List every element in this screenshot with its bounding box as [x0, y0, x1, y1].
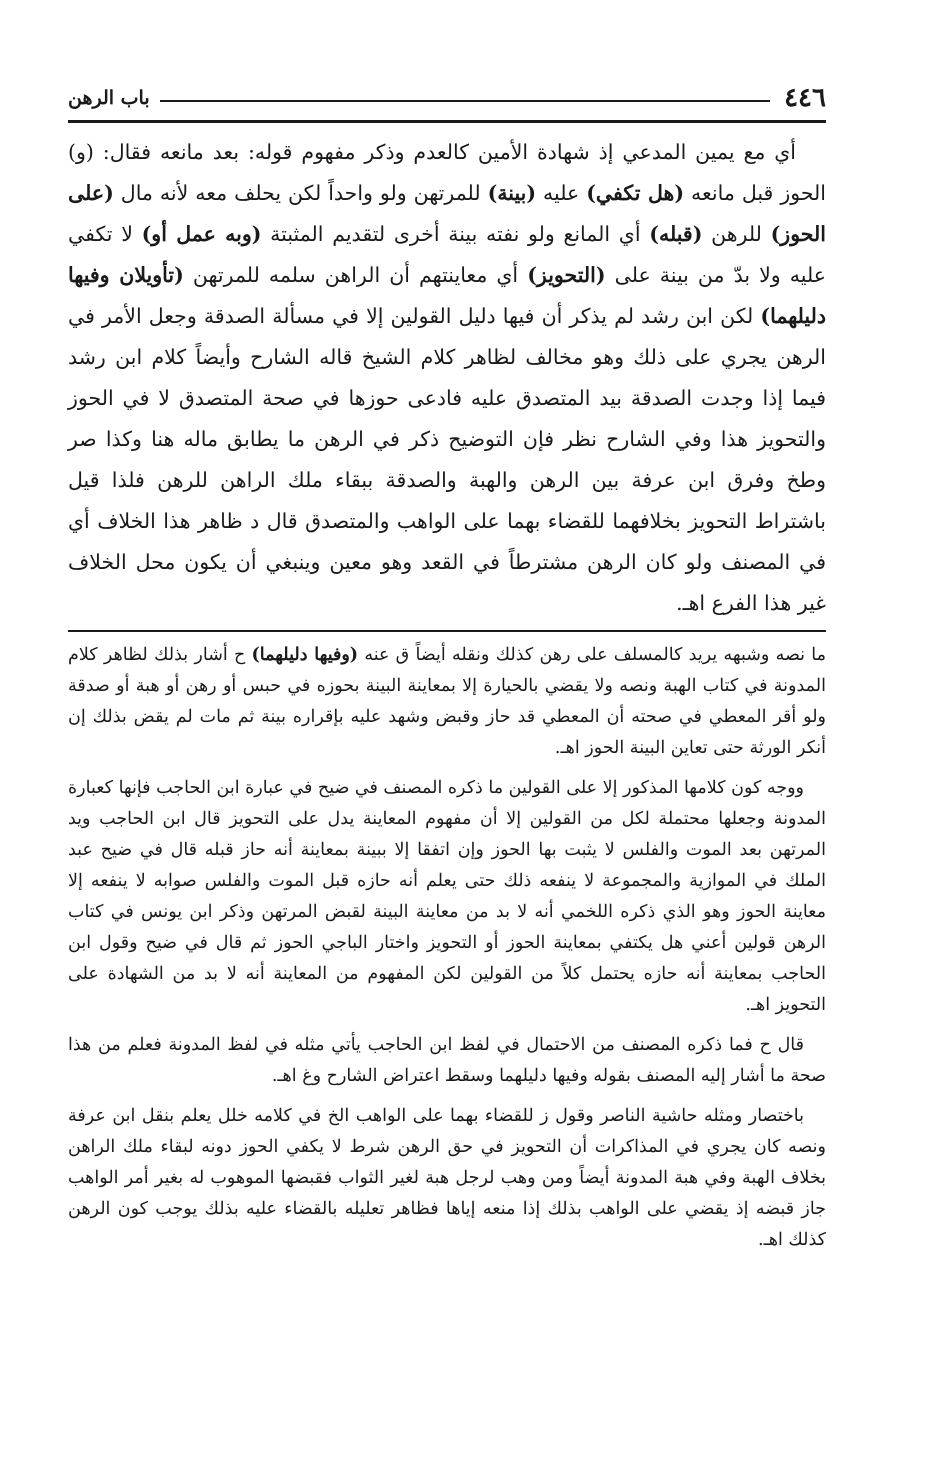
text-run: للرهن: [702, 222, 771, 246]
page-header: [68, 80, 826, 124]
text-run: ما نصه وشبهه يريد كالمسلف على رهن كذلك ونقله أيضاً ق عنه: [358, 645, 826, 665]
text-run: أي مع يمين المدعي إذ شهادة الأمين كالعدم وذكر مفهوم قوله: بعد مانعه فقال: (و) الحوز قبل مانعه: [68, 140, 826, 205]
footnotes: [68, 640, 826, 1265]
bold-term: (وفيها دليلهما): [251, 645, 359, 665]
running-title: باب الرهن: [68, 87, 150, 109]
text-run: لا تكفي عليه ولا بدّ من بينة على: [68, 222, 826, 287]
bold-term: (قبله): [649, 222, 703, 246]
bold-term: (التحويز): [527, 263, 606, 287]
bold-term: (وبه عمل أو): [141, 222, 262, 246]
main-paragraph: [68, 132, 826, 624]
text-run: ح أشار بذلك لظاهر كلام المدونة في كتاب الهبة ونصه ولا يقضي بالحيارة إلا بمعاينة البينة بحوزه في حبس أو رهن أو هبة أو صدقة ولو أقر المعطي في صحته أن المعطي قد حاز وقبض وشهد عليه بإقراره بينة ثم مات لم يقض بذلك إن أنكر الورثة حتى تعاين البينة الحوز اهـ.: [68, 645, 826, 758]
text-run: أي معاينتهم أن الراهن سلمه للمرتهن: [183, 263, 528, 287]
text-run: عليه: [536, 181, 587, 205]
footnote-separator: [68, 630, 826, 632]
main-text: [68, 132, 826, 624]
footnote-paragraph: باختصار ومثله حاشية الناصر وقول ز للقضاء بهما على الواهب الخ في كلامه خلل يعلم بنقل ابن عرفة ونصه كان يجري في المذاكرات أن التحويز في حق الرهن شرط لا يكفي الحوز دونه لبقاء ملك الراهن بخلاف الهبة وفي هبة المدونة أيضاً ومن وهب لرجل هبة لغير الثواب فقبضها الموهوب له بغير أمر الواهب جاز قبضه إذ يقضي على الواهب بذلك إذا منعه إياها فظاهر تعليله بالقضاء عليه بذلك يوجب كون الرهن كذلك اهـ.: [68, 1106, 826, 1250]
text-run: أي المانع ولو نفته بينة أخرى لتقديم المثبتة: [261, 222, 650, 246]
footnote-paragraph: قال ح فما ذكره المصنف من الاحتمال في لفظ ابن الحاجب يأتي مثله في لفظ المدونة فعلم من هذا صحة ما أشار إليه المصنف بقوله وفيها دليلهما وسقط اعتراض الشارح وغ اهـ.: [68, 1035, 826, 1086]
footnote-paragraph: ووجه كون كلامها المذكور إلا على القولين ما ذكره المصنف في ضيح في عبارة ابن الحاجب فإنها كعبارة المدونة وجعلها محتملة لكل من القولين إلا أن مفهوم المعاينة يدل على التحويز قال ابن الحاجب ويد المرتهن بعد الموت والفلس لا يثبت بها الحوز وإن اتفقا إلا ببينة بمعاينة أنه حاز قبله قال في ضيح عبد الملك في الموازية والمجموعة لا ينفعه ذلك حتى يعلم أنه حازه قبل الموت والفلس صوابه لا ينفعه إلا معاينة الحوز وهو الذي ذكره اللخمي أنه لا بد من معاينة البينة لقبض المرتهن وذكر ابن يونس في كتاب الرهن قولين أعني هل يكتفي بمعاينة الحوز أو التحويز واختار الباجي الحوز ثم قال في ضيح وقول ابن الحاجب بمعاينة أنه حازه يحتمل كلاً من القولين لكن المفهوم من المعاينة أنه لا بد من الشهادة على التحويز اهـ.: [68, 778, 826, 1015]
page-number: ٤٤٦: [784, 83, 826, 113]
header-rule: [68, 120, 826, 123]
bold-term: (هل تكفي): [586, 181, 685, 205]
text-run: لكن ابن رشد لم يذكر أن فيها دليل القولين إلا في مسألة الصدقة وجعل الأمر في الرهن يجري على ذلك وهو مخالف لظاهر كلام الشيخ قاله الشارح وأيضاً كلام ابن رشد فيما إذا وجدت الصدقة بيد المتصدق عليه فادعى حوزها في صحة المتصدق لا في الحوز والتحويز هذا وفي الشارح نظر فإن التوضيح ذكر في الرهن ما يطابق ماله هنا وكذا صر وطخ وفرق ابن عرفة بين الرهن والهبة والصدقة ببقاء ملك الراهن للرهن فلذا قيل باشتراط التحويز بخلافهما للقضاء بهما على الواهب والمتصدق قال د ظاهر هذا الخلاف أي في المصنف ولو كان الرهن مشترطاً في القعد وهو معين وينبغي أن يكون محل الخلاف غير هذا الفرع اهـ.: [68, 304, 826, 615]
footnote-paragraph: [68, 640, 826, 764]
header-fill-line: [160, 100, 770, 102]
bold-term: (تأويلان وفيها دليلهما): [68, 263, 826, 328]
text-run: للمرتهن ولو واحداً لكن يحلف معه لأنه مال: [113, 181, 488, 205]
bold-term: (على الحوز): [68, 181, 826, 246]
bold-term: (بينة): [487, 181, 537, 205]
